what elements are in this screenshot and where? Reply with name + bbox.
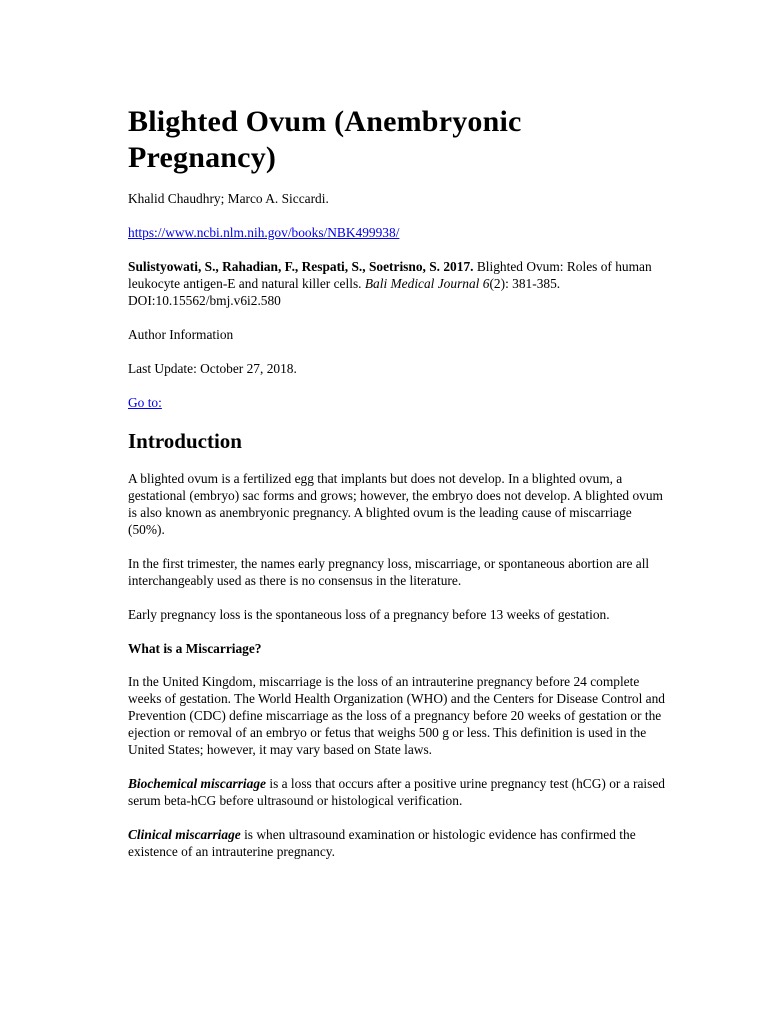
miscarriage-heading: What is a Miscarriage?: [128, 641, 262, 656]
authors-line: Khalid Chaudhry; Marco A. Siccardi.: [128, 191, 329, 206]
citation-paragraph: [128, 258, 668, 309]
clinical-miscarriage-paragraph: [128, 826, 668, 860]
clinical-miscarriage-term: Clinical miscarriage: [128, 827, 241, 842]
citation-title: Blighted Ovum: Roles of human leukocyte antigen-E and natural killer cells.: [128, 259, 652, 291]
biochemical-miscarriage-term: Biochemical miscarriage: [128, 776, 266, 791]
clinical-miscarriage-text: is when ultrasound examination or histologic evidence has confirmed the existence of an intrauterine pregnancy.: [128, 827, 636, 859]
author-information: Author Information: [128, 327, 234, 342]
introduction-paragraph-3: Early pregnancy loss is the spontaneous loss of a pregnancy before 13 weeks of gestation.: [128, 607, 610, 622]
introduction-paragraph-2: In the first trimester, the names early pregnancy loss, miscarriage, or spontaneous abortion are all interchangeably used as there is no consensus in the literature.: [128, 556, 650, 588]
citation-rest: (2): 381-385. DOI:10.15562/bmj.v6i2.580: [128, 276, 561, 308]
introduction-paragraph-1: A blighted ovum is a fertilized egg that implants but does not develop. In a blighted ovum, a gestational (embryo) sac forms and grows; however, the embryo does not develop. A blighted ovum is also known as anembryonic pregnancy. A blighted ovum is the leading cause of miscarriage (50%).: [128, 471, 663, 537]
citation-volume: 6: [482, 276, 490, 291]
document-page: [128, 104, 668, 877]
citation-journal: Bali Medical Journal: [364, 276, 480, 291]
goto-link[interactable]: Go to:: [128, 395, 162, 410]
goto-paragraph: [128, 394, 668, 411]
introduction-heading: Introduction: [128, 429, 242, 453]
citation-authors-year: Sulistyowati, S., Rahadian, F., Respati, S., Soetrisno, S. 2017.: [128, 259, 474, 274]
miscarriage-paragraph-1: In the United Kingdom, miscarriage is the loss of an intrauterine pregnancy before 24 complete weeks of gestation. The World Health Organization (WHO) and the Centers for Disease Control and Prevention (CDC) define miscarriage as the loss of a pregnancy before 20 weeks of gestation or the ejection or removal of an embryo or fetus that weighs 500 g or less. This definition is used in the United States; however, it may vary based on State laws.: [128, 674, 666, 757]
source-url-paragraph: [128, 224, 668, 241]
biochemical-miscarriage-text: is a loss that occurs after a positive urine pregnancy test (hCG) or a raised serum beta-hCG before ultrasound or histological verification.: [128, 776, 665, 808]
last-update: Last Update: October 27, 2018.: [128, 361, 297, 376]
biochemical-miscarriage-paragraph: [128, 775, 668, 809]
document-title: Blighted Ovum (Anembryonic Pregnancy): [128, 105, 522, 174]
source-url-link[interactable]: https://www.ncbi.nlm.nih.gov/books/NBK499938/: [128, 225, 400, 240]
